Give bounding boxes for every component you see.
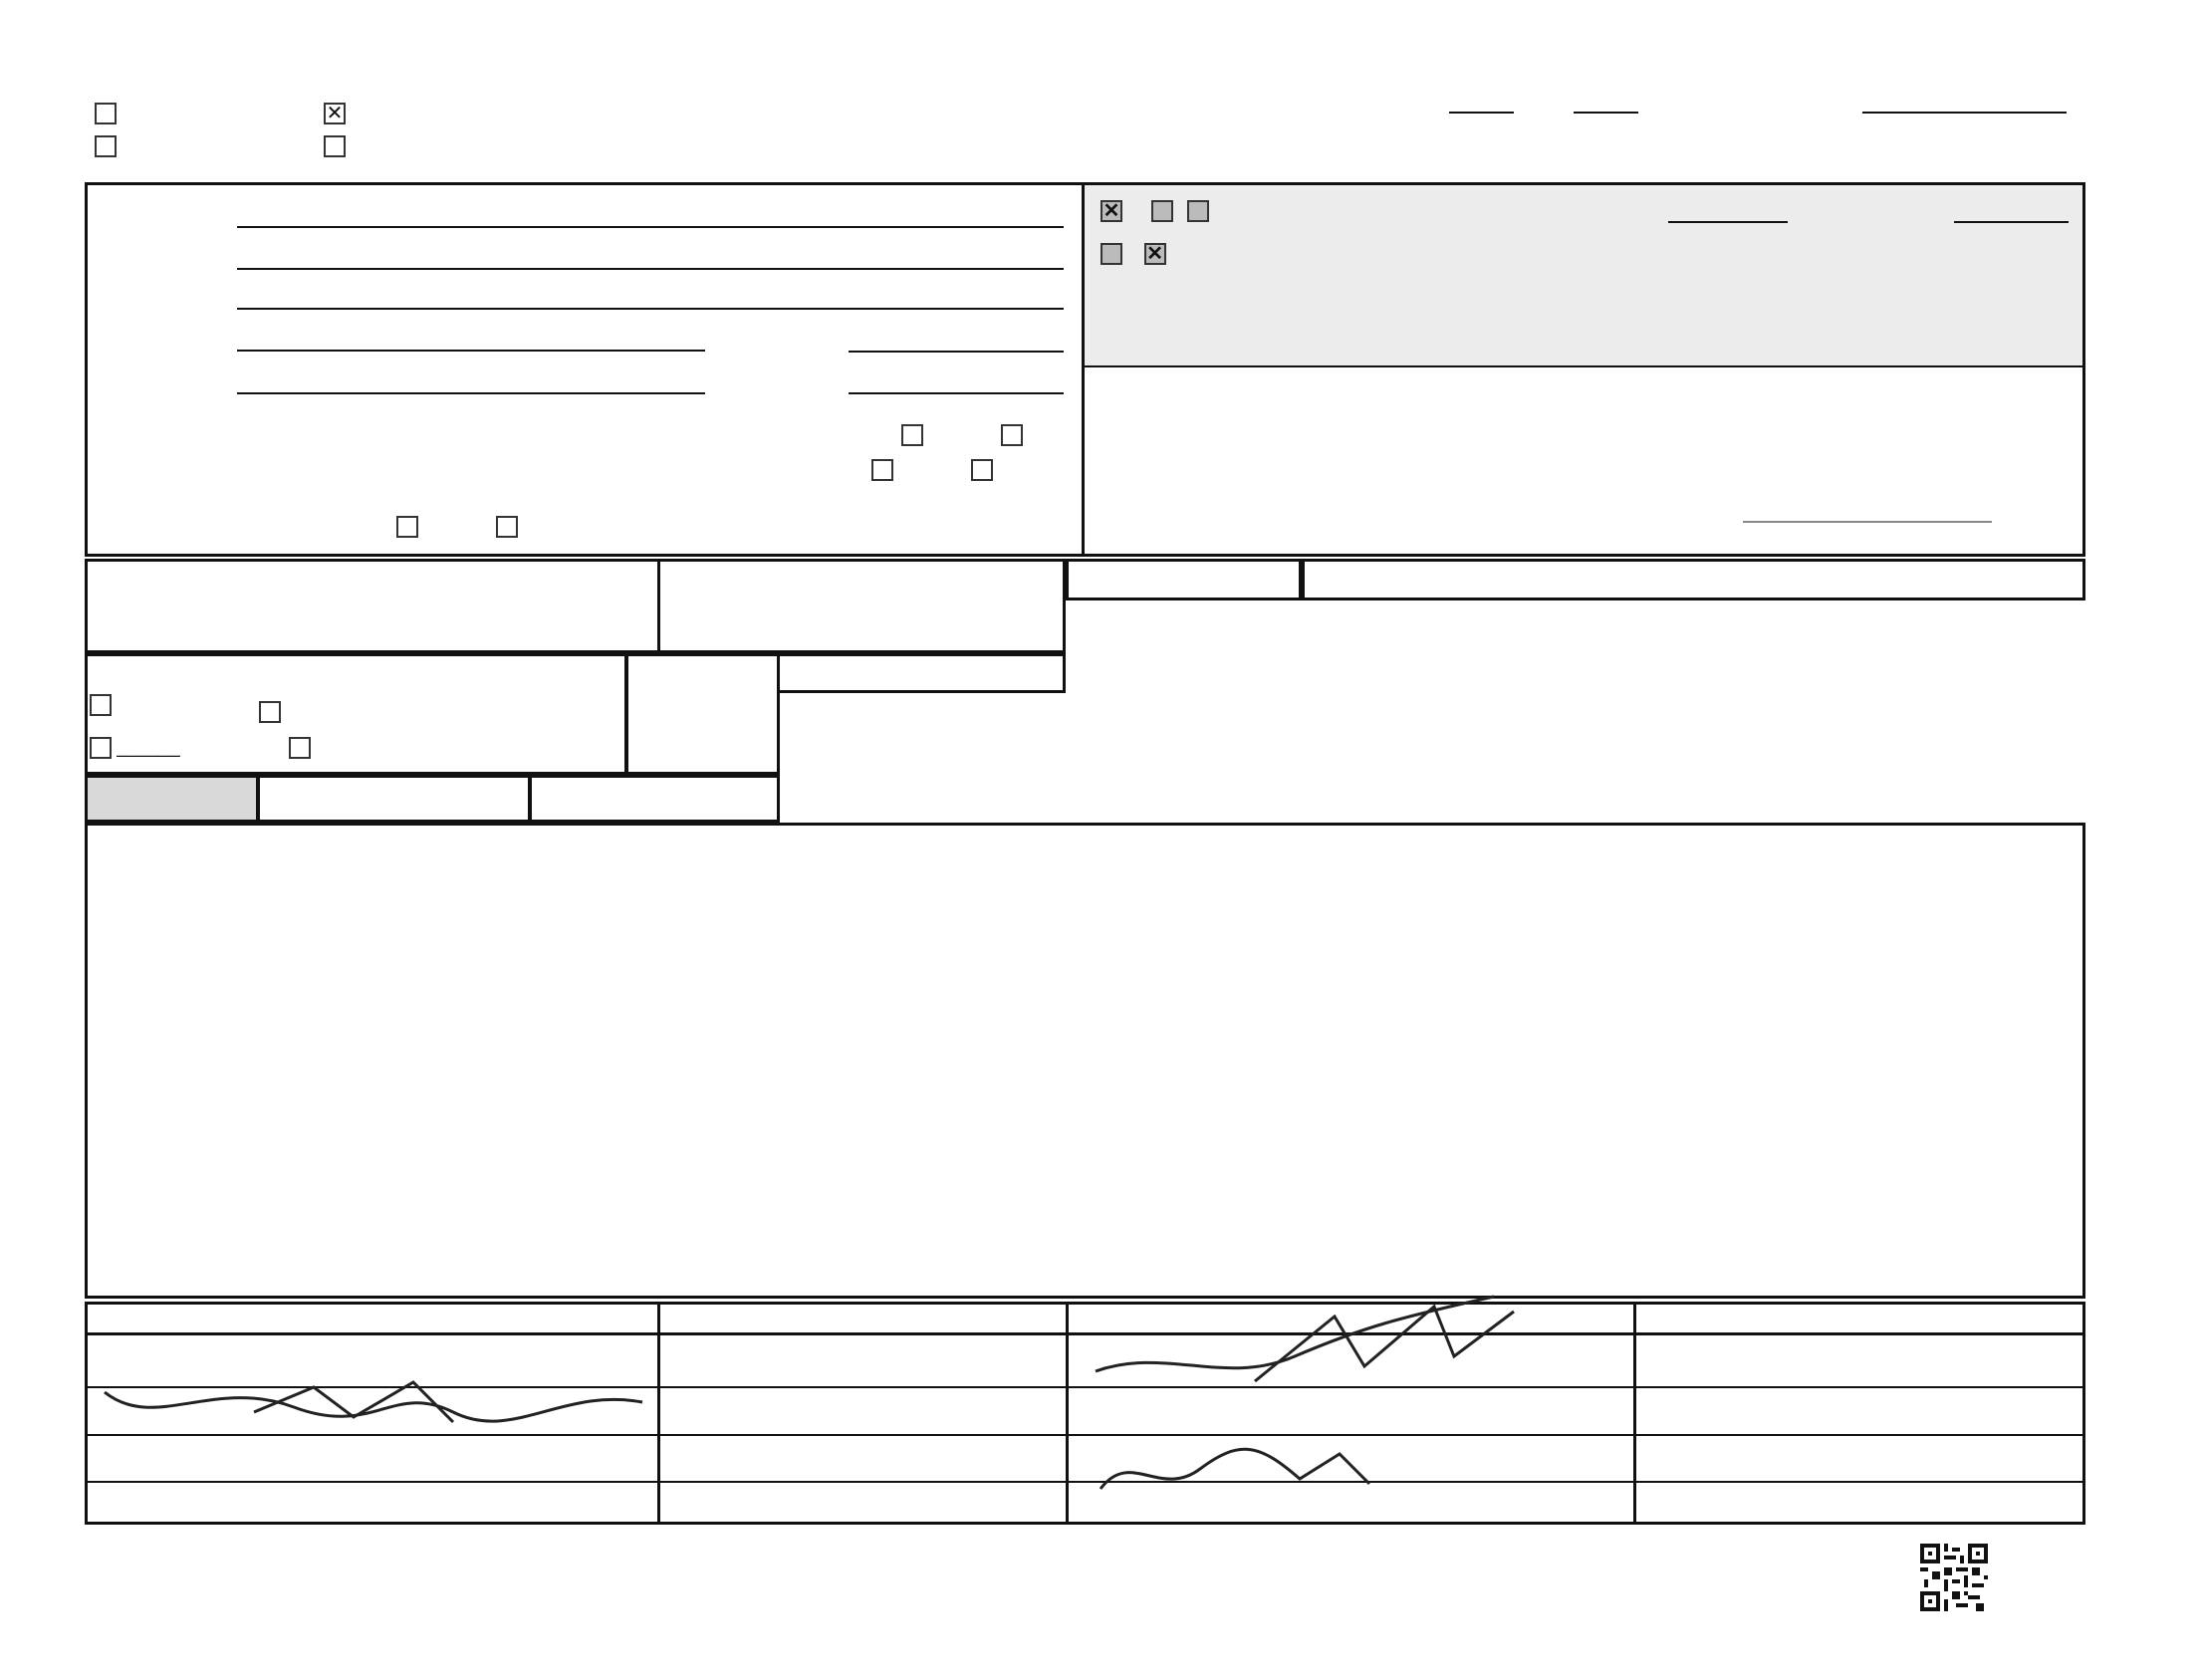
checkbox[interactable] <box>1001 424 1023 446</box>
ice-checkbox[interactable]: ✕ <box>1101 200 1122 222</box>
day3-option[interactable] <box>289 737 311 759</box>
checkbox[interactable] <box>90 694 112 716</box>
limits-no[interactable] <box>496 515 518 538</box>
lab-use-header <box>85 775 259 823</box>
checkbox[interactable] <box>259 701 281 723</box>
received-signature-2 <box>1091 1439 1389 1509</box>
date-option[interactable]: ______ <box>90 737 180 759</box>
checkbox[interactable] <box>95 103 117 124</box>
checkbox-checked[interactable]: ✕ <box>324 103 346 124</box>
hazardous-no[interactable] <box>971 458 993 481</box>
containers-header <box>777 653 1066 693</box>
limits-yes[interactable] <box>396 515 418 538</box>
checkbox[interactable] <box>90 737 112 759</box>
litigation-yes[interactable] <box>901 423 923 446</box>
client-box <box>85 182 1086 557</box>
drop-off-downers[interactable] <box>95 100 117 124</box>
checkbox[interactable] <box>289 737 311 759</box>
analysis-header <box>1302 559 2085 600</box>
datetime-header <box>529 775 780 823</box>
checkbox[interactable] <box>324 135 346 157</box>
drop-off-lenexa[interactable] <box>324 100 346 124</box>
checkbox[interactable] <box>971 459 993 481</box>
relinquished-signature-scribble <box>95 1372 652 1432</box>
checkbox[interactable] <box>396 516 418 538</box>
sample-id-header <box>257 775 531 823</box>
checkbox[interactable] <box>95 135 117 157</box>
project-box <box>85 559 1066 653</box>
field-checkbox[interactable]: ✕ <box>1144 243 1166 265</box>
litigation-no[interactable] <box>1001 423 1023 446</box>
day12-option[interactable] <box>259 701 281 723</box>
checkbox[interactable] <box>871 459 893 481</box>
qr-code-icon <box>1920 1544 1988 1611</box>
drop-off-collinsville[interactable] <box>324 132 346 157</box>
samples-on <box>1101 194 1209 225</box>
billing-box <box>625 653 780 775</box>
hazardous-yes[interactable] <box>871 458 893 481</box>
lab-checkbox[interactable] <box>1101 243 1122 265</box>
blue-ice-checkbox[interactable] <box>1151 200 1173 222</box>
standard-option[interactable] <box>90 694 112 716</box>
drop-off-springfield[interactable] <box>95 132 117 157</box>
checkbox[interactable] <box>496 516 518 538</box>
preserved-in <box>1101 237 1166 268</box>
no-ice-checkbox[interactable] <box>1187 200 1209 222</box>
checkbox[interactable] <box>901 424 923 446</box>
received-signature-scribble <box>1076 1287 1554 1396</box>
sample-grid <box>85 823 2085 1299</box>
matrix-header <box>1066 559 1302 600</box>
